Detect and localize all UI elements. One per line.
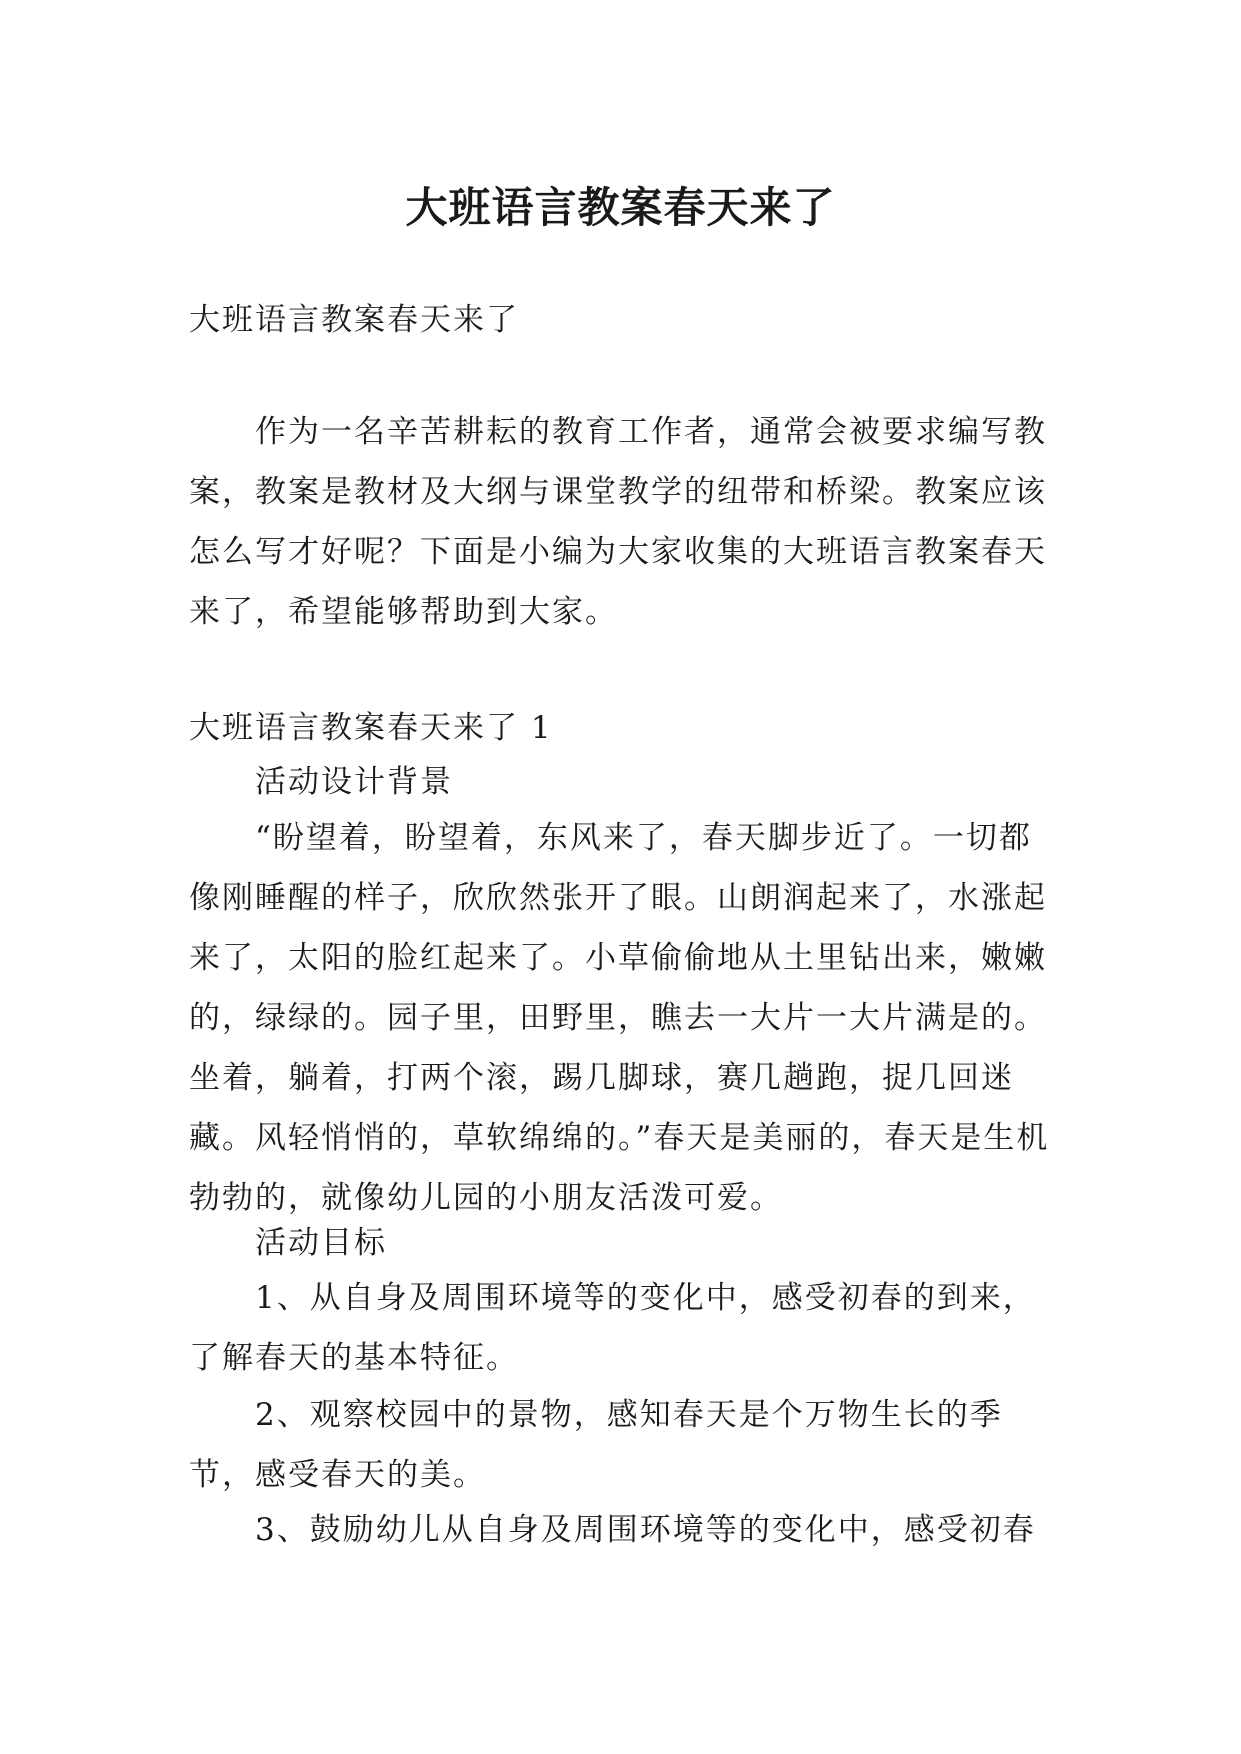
section-heading: 大班语言教案春天来了 1 (189, 710, 553, 746)
goals-heading: 活动目标 (255, 1225, 387, 1261)
document-title: 大班语言教案春天来了 (405, 183, 836, 233)
intro-paragraph: 作为一名辛苦耕耘的教育工作者，通常会被要求编写教案，教案是教材及大纲与课堂教学的纽带和桥梁。教案应该怎么写才好呢？下面是小编为大家收集的大班语言教案春天来了，希望能够帮助到大家。 (189, 414, 1047, 630)
goal-item: 2、观察校园中的景物，感知春天是个万物生长的季节，感受春天的美。 (189, 1397, 1003, 1493)
goal-item: 1、从自身及周围环境等的变化中，感受初春的到来，了解春天的基本特征。 (189, 1280, 1036, 1376)
goal-item: 3、鼓励幼儿从自身及周围环境等的变化中，感受初春 (255, 1512, 1036, 1548)
document-subtitle: 大班语言教案春天来了 (189, 302, 519, 338)
background-paragraph: “盼望着，盼望着，东风来了，春天脚步近了。一切都像刚睡醒的样子，欣欣然张开了眼。山朗润起来了，水涨起来了，太阳的脸红起来了。小草偷偷地从土里钻出来，嫩嫩的，绿绿的。园子里，田野里，瞧去一大片一大片满是的。坐着，躺着，打两个滚，踢几脚球，赛几趟跑，捉几回迷藏。风轻悄悄的，草软绵绵的。”春天是美丽的，春天是生机勃勃的，就像幼儿园的小朋友活泼可爱。 (189, 820, 1050, 1216)
background-heading: 活动设计背景 (255, 764, 453, 800)
